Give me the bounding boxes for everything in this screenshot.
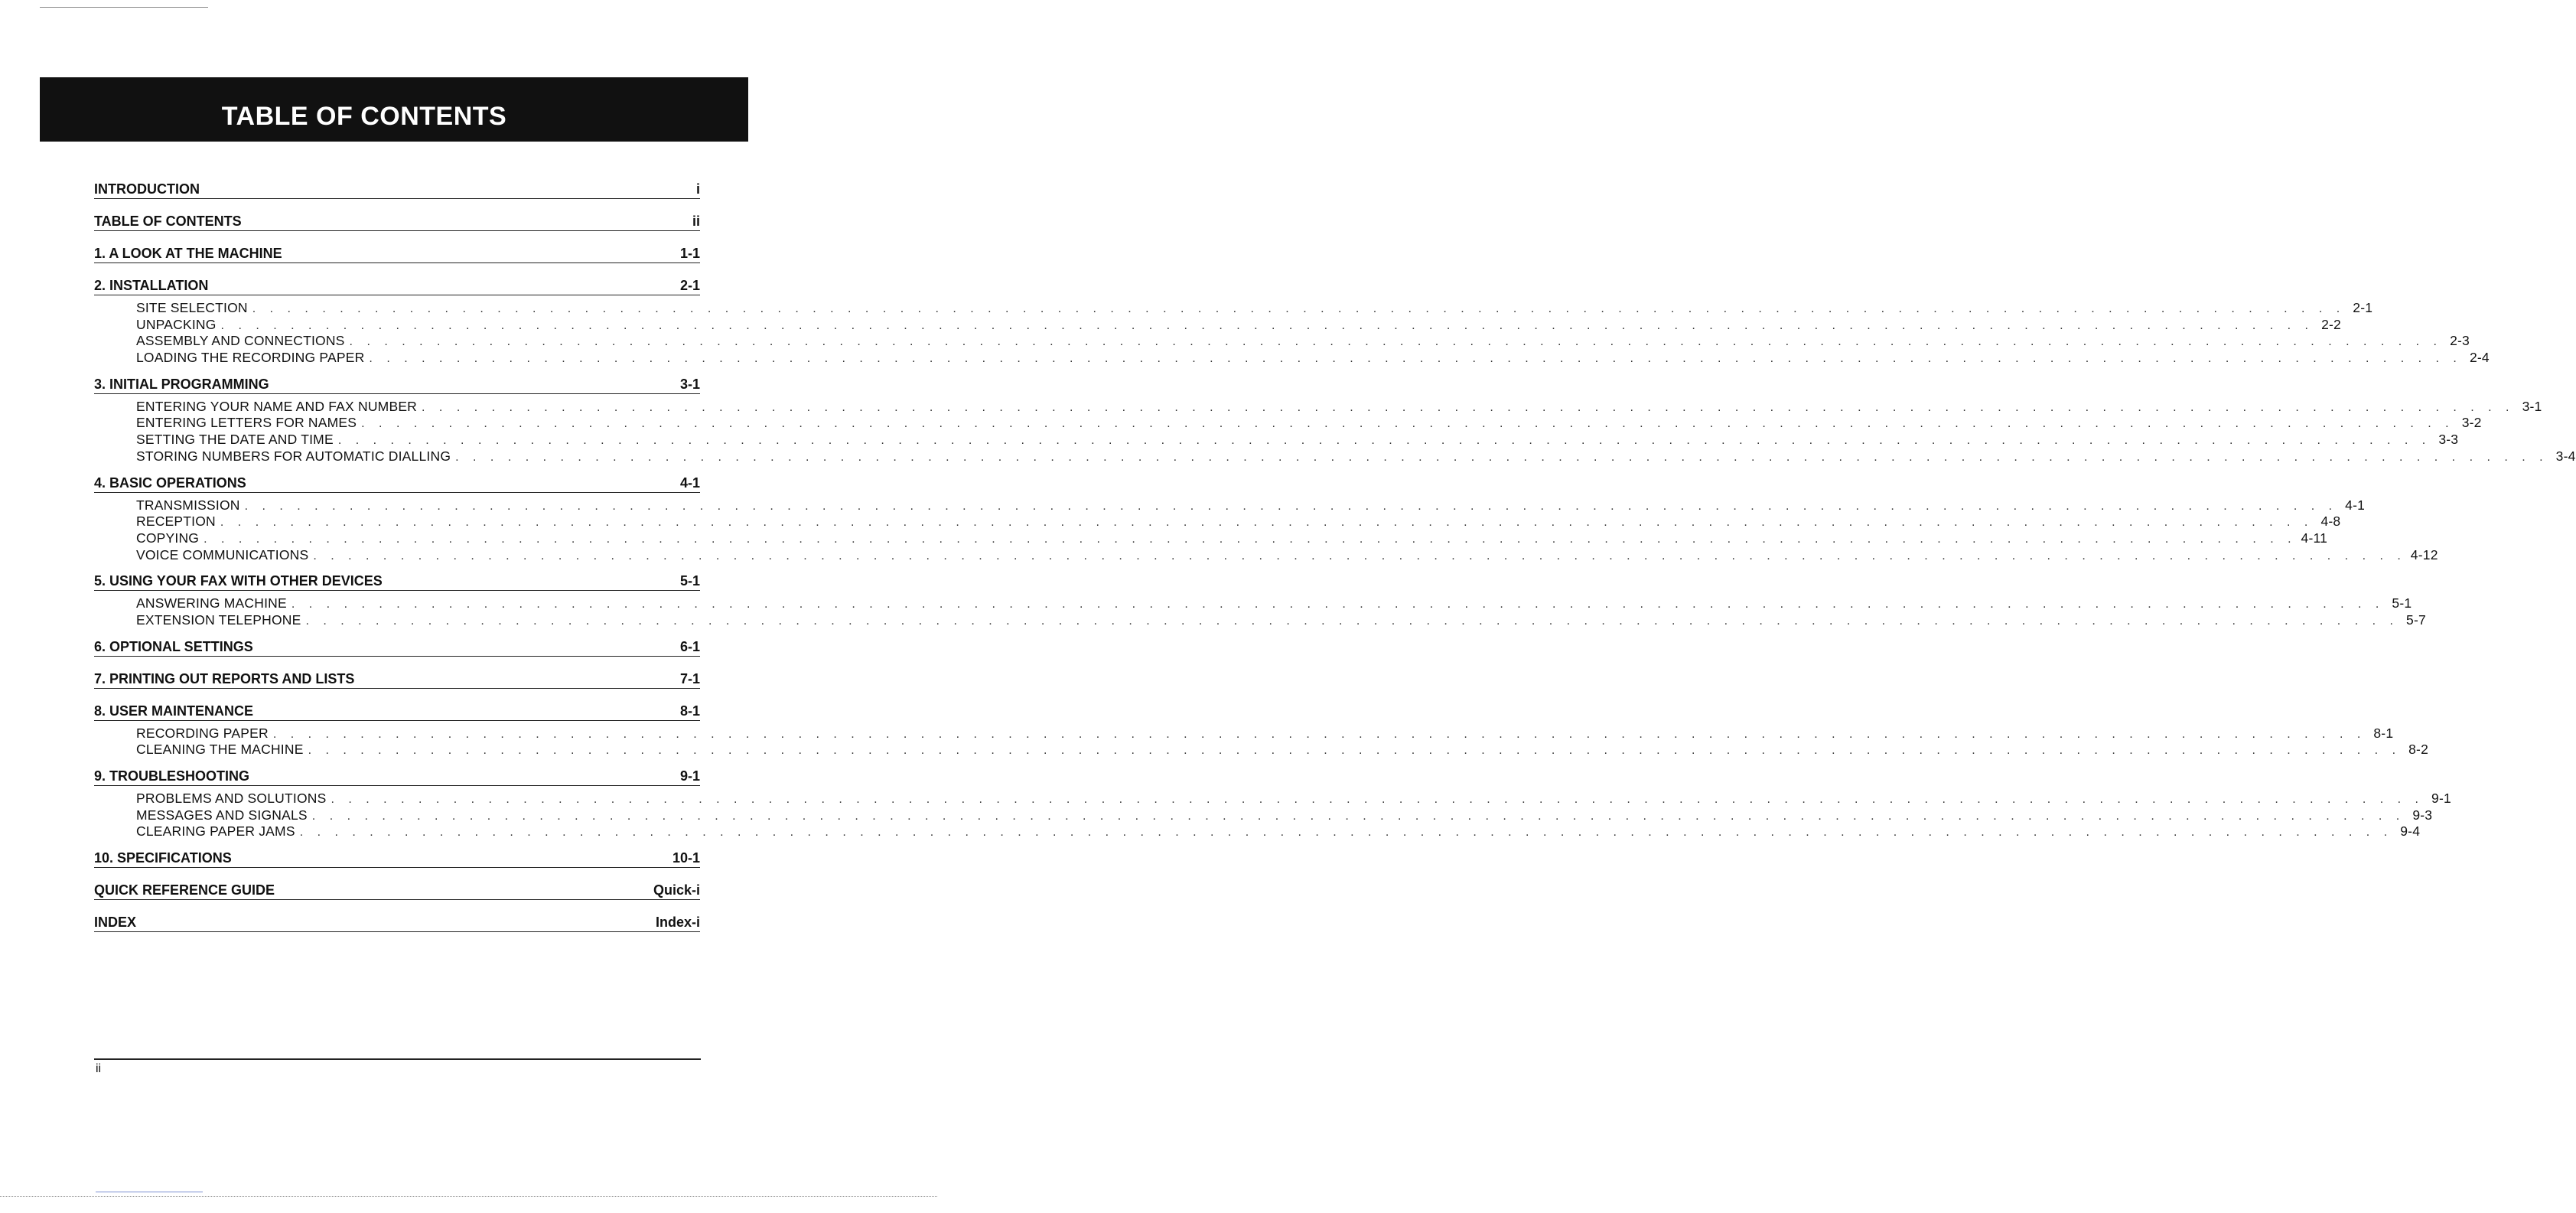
toc-entry-title: ENTERING LETTERS FOR NAMES xyxy=(136,415,357,431)
toc-section-heading[interactable] xyxy=(94,245,700,263)
toc-section-page: 6-1 xyxy=(679,638,700,654)
dot-leader: . . . . . . . . . . . . . . . . . . . . . . . . . . . . . . . . . . . . . . . . . . . . . . . . . . . . . . . . . . . . . . . . . . . . . . . . . . . . . . . . . . . . . . . . . . . . . . . . . . . . . . . . . . . . . . . . . . . . . . . . xyxy=(369,352,2462,366)
dot-leader: . . . . . . . . . . . . . . . . . . . . . . . . . . . . . . . . . . . . . . . . . . . . . . . . . . . . . . . . . . . . . . . . . . . . . . . . . . . . . . . . . . . . . . . . . . . . . . . . . . . . . . . . . . . . . . . . . . . . . . . . xyxy=(291,598,2385,611)
toc-section-heading[interactable] xyxy=(94,376,700,394)
dot-leader: . . . . . . . . . . . . . . . . . . . . . . . . . . . . . . . . . . . . . . . . . . . . . . . . . . . . . . . . . . . . . . . . . . . . . . . . . . . . . . . . . . . . . . . . . . . . . . . . . . . . . . . . . . . . . . . . . . . . . . . . xyxy=(422,400,2515,414)
toc-section-page: 9-1 xyxy=(679,768,700,784)
toc-section-heading[interactable] xyxy=(94,638,700,657)
toc-subitems xyxy=(94,493,2438,564)
toc-section xyxy=(94,670,700,689)
toc-subitems xyxy=(94,721,2429,758)
toc-entry-page: 2-1 xyxy=(2353,300,2373,315)
dot-leader: . . . . . . . . . . . . . . . . . . . . . . . . . . . . . . . . . . . . . . . . . . . . . . . . . . . . . . . . . . . . . . . . . . . . . . . . . . . . . . . . . . . . . . . . . . . . . . . . . . . . . . . . . . . . . . . . . . . . . . . . xyxy=(349,335,2442,349)
dot-leader: . . . . . . . . . . . . . . . . . . . . . . . . . . . . . . . . . . . . . . . . . . . . . . . . . . . . . . . . . . . . . . . . . . . . . . . . . . . . . . . . . . . . . . . . . . . . . . . . . . . . . . . . . . . . . . . . . . . . . . . . xyxy=(299,826,2393,840)
toc-entry-page: 5-7 xyxy=(2406,611,2426,628)
toc-section-title: QUICK REFERENCE GUIDE xyxy=(94,882,275,898)
toc-entry[interactable] xyxy=(136,333,2470,350)
toc-entry[interactable] xyxy=(136,530,2328,547)
toc-section-title: 10. SPECIFICATIONS xyxy=(94,850,232,866)
toc-entry[interactable] xyxy=(136,595,2412,612)
toc-section-title: 4. BASIC OPERATIONS xyxy=(94,474,246,491)
toc-entry-title: MESSAGES AND SIGNALS xyxy=(136,807,308,823)
toc-section xyxy=(94,849,700,868)
dot-leader: . . . . . . . . . . . . . . . . . . . . . . . . . . . . . . . . . . . . . . . . . . . . . . . . . . . . . . . . . . . . . . . . . . . . . . . . . . . . . . . . . . . . . . . . . . . . . . . . . . . . . . . . . . . . . . . . . . . . . . . . xyxy=(272,727,2366,741)
toc-entry[interactable] xyxy=(136,611,2426,629)
toc-entry-title: STORING NUMBERS FOR AUTOMATIC DIALLING xyxy=(136,448,451,464)
toc-entry-page: 2-2 xyxy=(2321,316,2341,332)
toc-entry-title: LOADING THE RECORDING PAPER xyxy=(136,350,365,366)
dot-leader: . . . . . . . . . . . . . . . . . . . . . . . . . . . . . . . . . . . . . . . . . . . . . . . . . . . . . . . . . . . . . . . . . . . . . . . . . . . . . . . . . . . . . . . . . . . . . . . . . . . . . . . . . . . . . . . . . . . . . . . . xyxy=(220,318,2314,332)
toc-section-page: Index-i xyxy=(655,915,700,931)
toc-section-page: 10-1 xyxy=(672,850,700,866)
footer-page-number: ii xyxy=(96,1062,102,1075)
toc-entry-page: 3-4 xyxy=(2555,448,2576,464)
toc-entry-page: 9-4 xyxy=(2400,823,2421,840)
page-title: TABLE OF CONTENTS xyxy=(221,101,507,131)
toc-section xyxy=(94,213,700,231)
toc-entry-page: 9-1 xyxy=(2431,791,2451,806)
toc-entry-title: COPYING xyxy=(136,530,200,546)
toc-entry-title: EXTENSION TELEPHONE xyxy=(136,611,301,628)
toc-entry-title: ENTERING YOUR NAME AND FAX NUMBER xyxy=(136,398,418,414)
toc-subitems xyxy=(94,786,2451,840)
dot-leader: . . . . . . . . . . . . . . . . . . . . . . . . . . . . . . . . . . . . . . . . . . . . . . . . . . . . . . . . . . . . . . . . . . . . . . . . . . . . . . . . . . . . . . . . . . . . . . . . . . . . . . . . . . . . . . . . . . . . . . . . xyxy=(455,450,2548,464)
toc-entry[interactable] xyxy=(136,316,2341,334)
toc-entry-page: 3-3 xyxy=(2438,432,2459,448)
toc-section-title: 6. OPTIONAL SETTINGS xyxy=(94,638,253,654)
toc-entry-page: 8-1 xyxy=(2373,725,2394,741)
toc-entry-page: 3-1 xyxy=(2522,398,2542,414)
dot-leader: . . . . . . . . . . . . . . . . . . . . . . . . . . . . . . . . . . . . . . . . . . . . . . . . . . . . . . . . . . . . . . . . . . . . . . . . . . . . . . . . . . . . . . . . . . . . . . . . . . . . . . . . . . . . . . . . . . . . . . . . xyxy=(308,744,2402,758)
toc-section-page: 2-1 xyxy=(679,278,700,293)
toc-section-heading[interactable] xyxy=(94,768,700,786)
toc-section xyxy=(94,245,700,263)
toc-section-title: TABLE OF CONTENTS xyxy=(94,214,242,229)
toc-entry-title: ANSWERING MACHINE xyxy=(136,595,287,611)
toc-entry[interactable] xyxy=(136,300,2373,317)
toc-section xyxy=(94,572,2426,628)
toc-section-heading[interactable] xyxy=(94,914,700,932)
toc-section-page: 8-1 xyxy=(679,703,700,719)
dot-leader: . . . . . . . . . . . . . . . . . . . . . . . . . . . . . . . . . . . . . . . . . . . . . . . . . . . . . . . . . . . . . . . . . . . . . . . . . . . . . . . . . . . . . . . . . . . . . . . . . . . . . . . . . . . . . . . . . . . . . . . . xyxy=(204,532,2297,546)
toc-section-page: 5-1 xyxy=(679,573,700,589)
top-rule xyxy=(40,7,208,8)
bottom-dotted-edge xyxy=(0,1196,937,1197)
toc-section-heading[interactable] xyxy=(94,703,700,721)
toc-section-heading[interactable] xyxy=(94,849,700,868)
toc-section-heading[interactable] xyxy=(94,572,700,591)
toc-entry-title: CLEARING PAPER JAMS xyxy=(136,823,295,840)
toc-section xyxy=(94,703,2429,758)
toc-entry-page: 2-3 xyxy=(2450,333,2470,349)
dot-leader: . . . . . . . . . . . . . . . . . . . . . . . . . . . . . . . . . . . . . . . . . . . . . . . . . . . . . . . . . . . . . . . . . . . . . . . . . . . . . . . . . . . . . . . . . . . . . . . . . . . . . . . . . . . . . . . . . . . . . . . . xyxy=(331,793,2424,806)
table-of-contents xyxy=(94,181,2576,946)
toc-entry[interactable] xyxy=(136,514,2341,530)
toc-entry[interactable] xyxy=(136,432,2459,448)
toc-section-page: 4-1 xyxy=(679,474,700,491)
toc-entry-title: ASSEMBLY AND CONNECTIONS xyxy=(136,333,345,349)
dot-leader: . . . . . . . . . . . . . . . . . . . . . . . . . . . . . . . . . . . . . . . . . . . . . . . . . . . . . . . . . . . . . . . . . . . . . . . . . . . . . . . . . . . . . . . . . . . . . . . . . . . . . . . . . . . . . . . . . . . . . . . . xyxy=(305,614,2399,628)
toc-section xyxy=(94,882,700,900)
toc-section xyxy=(94,376,2576,465)
toc-entry[interactable] xyxy=(136,497,2366,514)
toc-section-heading[interactable] xyxy=(94,181,700,199)
toc-entry-page: 4-1 xyxy=(2345,497,2366,513)
toc-section-title: 1. A LOOK AT THE MACHINE xyxy=(94,246,282,261)
toc-entry-page: 9-3 xyxy=(2412,807,2433,823)
toc-entry-page: 3-2 xyxy=(2461,415,2482,431)
toc-entry[interactable] xyxy=(136,350,2490,367)
toc-section-title: 9. TROUBLESHOOTING xyxy=(94,768,250,784)
toc-section-page: 1-1 xyxy=(679,246,700,261)
toc-section xyxy=(94,914,700,932)
toc-section-page: Quick-i xyxy=(653,882,700,898)
toc-section-page: 7-1 xyxy=(679,670,700,686)
dot-leader: . . . . . . . . . . . . . . . . . . . . . . . . . . . . . . . . . . . . . . . . . . . . . . . . . . . . . . . . . . . . . . . . . . . . . . . . . . . . . . . . . . . . . . . . . . . . . . . . . . . . . . . . . . . . . . . . . . . . . . . . xyxy=(313,549,2406,562)
toc-section-page: ii xyxy=(692,214,700,229)
dot-leader: . . . . . . . . . . . . . . . . . . . . . . . . . . . . . . . . . . . . . . . . . . . . . . . . . . . . . . . . . . . . . . . . . . . . . . . . . . . . . . . . . . . . . . . . . . . . . . . . . . . . . . . . . . . . . . . . . . . . . . . . xyxy=(220,516,2314,530)
toc-section xyxy=(94,768,2451,840)
toc-section-page: 3-1 xyxy=(679,376,700,392)
toc-entry-title: PROBLEMS AND SOLUTIONS xyxy=(136,791,327,806)
toc-entry[interactable] xyxy=(136,823,2421,840)
toc-subitems xyxy=(94,394,2576,465)
toc-entry-title: SETTING THE DATE AND TIME xyxy=(136,432,334,448)
toc-entry[interactable] xyxy=(136,415,2482,432)
toc-entry-title: CLEANING THE MACHINE xyxy=(136,742,304,758)
toc-section-title: 8. USER MAINTENANCE xyxy=(94,703,254,719)
toc-entry-page: 5-1 xyxy=(2392,595,2412,611)
toc-entry-page: 4-12 xyxy=(2410,546,2438,562)
toc-entry[interactable] xyxy=(136,725,2394,742)
header-bar xyxy=(40,77,748,142)
dot-leader: . . . . . . . . . . . . . . . . . . . . . . . . . . . . . . . . . . . . . . . . . . . . . . . . . . . . . . . . . . . . . . . . . . . . . . . . . . . . . . . . . . . . . . . . . . . . . . . . . . . . . . . . . . . . . . . . . . . . . . . . xyxy=(244,499,2338,513)
dot-leader: . . . . . . . . . . . . . . . . . . . . . . . . . . . . . . . . . . . . . . . . . . . . . . . . . . . . . . . . . . . . . . . . . . . . . . . . . . . . . . . . . . . . . . . . . . . . . . . . . . . . . . . . . . . . . . . . . . . . . . . . xyxy=(361,417,2454,431)
dot-leader: . . . . . . . . . . . . . . . . . . . . . . . . . . . . . . . . . . . . . . . . . . . . . . . . . . . . . . . . . . . . . . . . . . . . . . . . . . . . . . . . . . . . . . . . . . . . . . . . . . . . . . . . . . . . . . . . . . . . . . . . xyxy=(311,809,2405,823)
toc-entry[interactable] xyxy=(136,807,2433,824)
toc-section-title: INTRODUCTION xyxy=(94,181,200,197)
toc-entry[interactable] xyxy=(136,448,2576,465)
toc-entry[interactable] xyxy=(136,546,2438,564)
toc-entry-title: UNPACKING xyxy=(136,316,217,332)
toc-entry[interactable] xyxy=(136,742,2429,758)
toc-section xyxy=(94,474,2438,564)
toc-section xyxy=(94,638,700,657)
toc-entry-title: TRANSMISSION xyxy=(136,497,240,513)
toc-section-page: i xyxy=(695,181,700,197)
toc-section-title: 5. USING YOUR FAX WITH OTHER DEVICES xyxy=(94,573,383,589)
toc-section-title: 2. INSTALLATION xyxy=(94,278,209,293)
footer-rule xyxy=(94,1058,701,1060)
toc-entry[interactable] xyxy=(136,398,2542,416)
toc-section xyxy=(94,277,2490,367)
toc-entry[interactable] xyxy=(136,791,2451,807)
toc-section-heading[interactable] xyxy=(94,670,700,689)
toc-entry-page: 4-11 xyxy=(2301,530,2328,546)
toc-entry-title: RECORDING PAPER xyxy=(136,725,269,741)
toc-entry-page: 8-2 xyxy=(2408,742,2429,758)
toc-subitems xyxy=(94,295,2490,367)
dot-leader: . . . . . . . . . . . . . . . . . . . . . . . . . . . . . . . . . . . . . . . . . . . . . . . . . . . . . . . . . . . . . . . . . . . . . . . . . . . . . . . . . . . . . . . . . . . . . . . . . . . . . . . . . . . . . . . . . . . . . . . . xyxy=(337,434,2431,448)
toc-section-title: 3. INITIAL PROGRAMMING xyxy=(94,376,269,392)
toc-entry-page: 4-8 xyxy=(2320,514,2341,530)
toc-section-heading[interactable] xyxy=(94,277,700,295)
toc-entry-title: SITE SELECTION xyxy=(136,300,248,315)
toc-entry-title: VOICE COMMUNICATIONS xyxy=(136,546,309,562)
toc-section-title: 7. PRINTING OUT REPORTS AND LISTS xyxy=(94,670,355,686)
toc-section-heading[interactable] xyxy=(94,474,700,493)
toc-section xyxy=(94,181,700,199)
toc-subitems xyxy=(94,591,2426,628)
toc-section-title: INDEX xyxy=(94,915,137,931)
toc-section-heading[interactable] xyxy=(94,882,700,900)
toc-entry-page: 2-4 xyxy=(2469,350,2490,366)
toc-section-heading[interactable] xyxy=(94,213,700,231)
toc-entry-title: RECEPTION xyxy=(136,514,216,530)
dot-leader: . . . . . . . . . . . . . . . . . . . . . . . . . . . . . . . . . . . . . . . . . . . . . . . . . . . . . . . . . . . . . . . . . . . . . . . . . . . . . . . . . . . . . . . . . . . . . . . . . . . . . . . . . . . . . . . . . . . . . . . . xyxy=(252,302,2346,315)
